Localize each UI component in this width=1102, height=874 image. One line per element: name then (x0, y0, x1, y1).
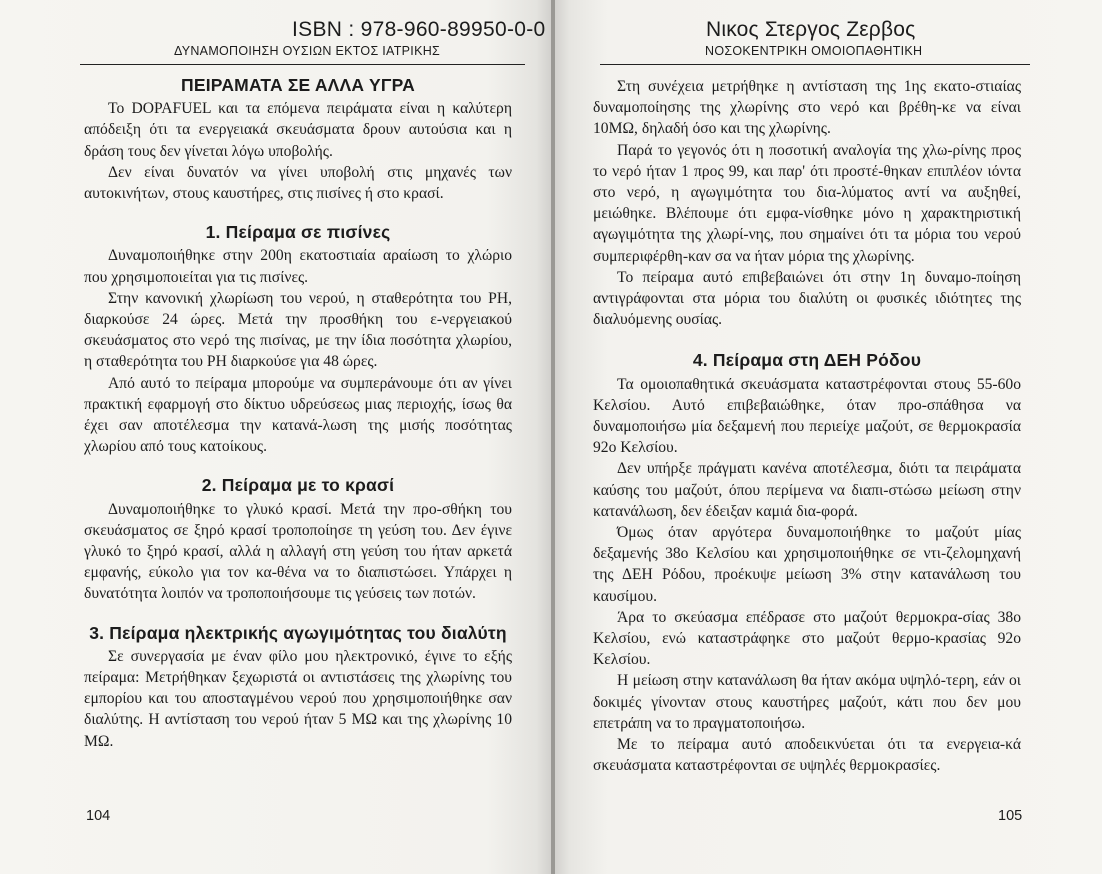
paragraph: Παρά το γεγονός ότι η ποσοτική αναλογία της χλω-ρίνης προς το νερό ήταν 1 προς 99, και παρ' ότι προστέ-θηκαν επιπλέον ιόντα στο νερό, η αγωγιμότητα του δια-λύματος αντί να αυξηθεί, μειώθηκε. Βλέπουμε ότι εμφα-νίσθηκε μόνο η χαρακτηριστική αγωγιμότητα της χλωρί-νης, που σημαίνει ότι τα μόρια του νερού συμπεριφέρθη-καν σα να ήταν μόρια της χλωρίνης. (593, 141, 1021, 265)
paragraph: Άρα το σκεύασμα επέδρασε στο μαζούτ θερμοκρα-σίας 38ο Κελσίου, ενώ καταστράφηκε στο μαζούτ θερμο-κρασίας 92ο Κελσίου. (593, 608, 1021, 669)
right-page-number: 105 (998, 808, 1023, 824)
book-gutter (551, 0, 555, 874)
right-header-rule (600, 64, 1030, 65)
paragraph: Δεν υπήρξε πράγματι κανένα αποτέλεσμα, διότι τα πειράματα καύσης του μαζούτ, όπου περίμενα να διαπι-στώσω μείωση στην κατανάλωση, δεν έδειξαν καμιά δια-φορά. (593, 460, 1021, 520)
paragraph: Στη συνέχεια μετρήθηκε η αντίσταση της 1ης εκατο-στιαίας δυναμοποίησης της χλωρίνης στο νερό και βρέθη-κε να είναι 10ΜΩ, δηλαδή όσο και της χλωρίνης. (593, 78, 1021, 138)
left-page-body (84, 75, 512, 752)
paragraph: Δυναμοποιήθηκε στην 200η εκατοστιαία αραίωση το χλώριο που χρησιμοποιείται για τις πισίνες. (84, 247, 512, 286)
right-running-head: ΝΟΣΟΚΕΝΤΡΙΚΗ ΟΜΟΙΟΠΑΘΗΤΙΚΗ (705, 44, 923, 58)
paragraph: Τα ομοιοπαθητικά σκευάσματα καταστρέφονται στους 55-60ο Κελσίου. Αυτό επιβεβαιώθηκε, όταν προ-σπάθησα να δυναμοποιήσω μία δεξαμενή που περιείχε μαζούτ, σε θερμοκρασία 92ο Κελσίου. (593, 375, 1021, 457)
left-header-rule (80, 64, 525, 65)
author-header: Νικος Στεργος Ζερβος (706, 18, 916, 41)
heading-experiment-2: 2. Πείραμα με το κρασί (201, 475, 395, 496)
paragraph: Στην κανονική χλωρίωση του νερού, η σταθερότητα του PH, διαρκούσε 24 ώρες. Μετά την προσθήκη του ε-νεργειακού σκευάσματος στο νερό της πισίνας, με την ίδια ποσότητα χλωρίου, η σταθερότητα του PH διαρκούσε για 48 ώρες. (84, 289, 512, 371)
paragraph: Από αυτό το πείραμα μπορούμε να συμπεράνουμε ότι αν γίνει πρακτική εφαρμογή στο δίκτυο υδρεύσεως μιας περιοχής, ίσως θα έχει σαν αποτέλεσμα την κατανά-λωση της μισής ποσότητας χλωρίου από τους κατοίκους. (84, 374, 512, 456)
heading-experiment-1: 1. Πείραμα σε πισίνες (205, 222, 391, 243)
paragraph: Σε συνεργασία με έναν φίλο μου ηλεκτρονικό, έγινε το εξής πείραμα: Μετρήθηκαν ξεχωριστά οι αντιστάσεις της χλωρίνης του εμπορίου και του αποσταγμένου νερού που χρησιμοποιήθηκε σαν διαλύτης. Η αντίσταση του νερού ήταν 5 ΜΩ και της χλωρίνης 10 ΜΩ. (84, 647, 512, 750)
paragraph: Όμως όταν αργότερα δυναμοποιήθηκε το μαζούτ μίας δεξαμενής 38ο Κελσίου και χρησιμοποιήθηκε σε ντι-ζελομηχανή της ΔΕΗ Ρόδου, προέκυψε μείωση 3% στην κατανάλωση του καυσίμου. (593, 524, 1021, 605)
paragraph: Το DOPAFUEL και τα επόμενα πειράματα είναι η καλύτερη απόδειξη ότι τα ενεργειακά σκευάσματα δρουν αυτούσια και η δράση τους δεν γίνεται λόγω υποβολής. (84, 100, 512, 160)
paragraph: Δυναμοποιήθηκε το γλυκό κρασί. Μετά την προ-σθήκη του σκευάσματος σε ξηρό κρασί τροποποίησε τη γεύση του. Δεν έγινε γλυκό το ξηρό κρασί, αλλά η αλλαγή στη γεύση του ήταν αρκετά εμφανής, εύκολο για τον κα-θένα να το διαπιστώσει. Υπάρχει η δυνατότητα λοιπόν να τροποποιήσουμε τις γεύσεις των ποτών. (84, 500, 512, 603)
paragraph: Δεν είναι δυνατόν να γίνει υποβολή στις μηχανές των αυτοκινήτων, στους καυστήρες, στις πισίνες ή στο κρασί. (84, 163, 512, 203)
heading-experiment-4: 4. Πείραμα στη ΔΕΗ Ρόδου (692, 350, 922, 371)
left-page-number: 104 (86, 808, 111, 824)
heading-experiment-3: 3. Πείραμα ηλεκτρικής αγωγιμότητας του διαλύτη (89, 622, 507, 643)
isbn-header: ISBN : 978-960-89950-0-0 (292, 18, 546, 41)
section-title: ΠΕΙΡΑΜΑΤΑ ΣΕ ΑΛΛΑ ΥΓΡΑ (181, 75, 415, 95)
paragraph: Η μείωση στην κατανάλωση θα ήταν ακόμα υψηλό-τερη, εάν οι δοκιμές γίνονταν στους καυστήρες μαζούτ, κάτι που δεν μου επετράπη να το πραγματοποιήσω. (593, 672, 1021, 732)
paragraph: Με το πείραμα αυτό αποδεικνύεται ότι τα ενεργεια-κά σκευάσματα καταστρέφονται σε υψηλές θερμοκρασίες. (593, 736, 1021, 775)
paragraph: Το πείραμα αυτό επιβεβαιώνει ότι στην 1η δυναμο-ποίηση αντιγράφονται στα μόρια του διαλύτη οι φυσικές ιδιότητες της διαλυόμενης ουσίας. (593, 268, 1021, 329)
left-running-head: ΔΥΝΑΜΟΠΟΙΗΣΗ ΟΥΣΙΩΝ ΕΚΤΟΣ ΙΑΤΡΙΚΗΣ (174, 44, 441, 58)
right-page-body (593, 76, 1021, 777)
